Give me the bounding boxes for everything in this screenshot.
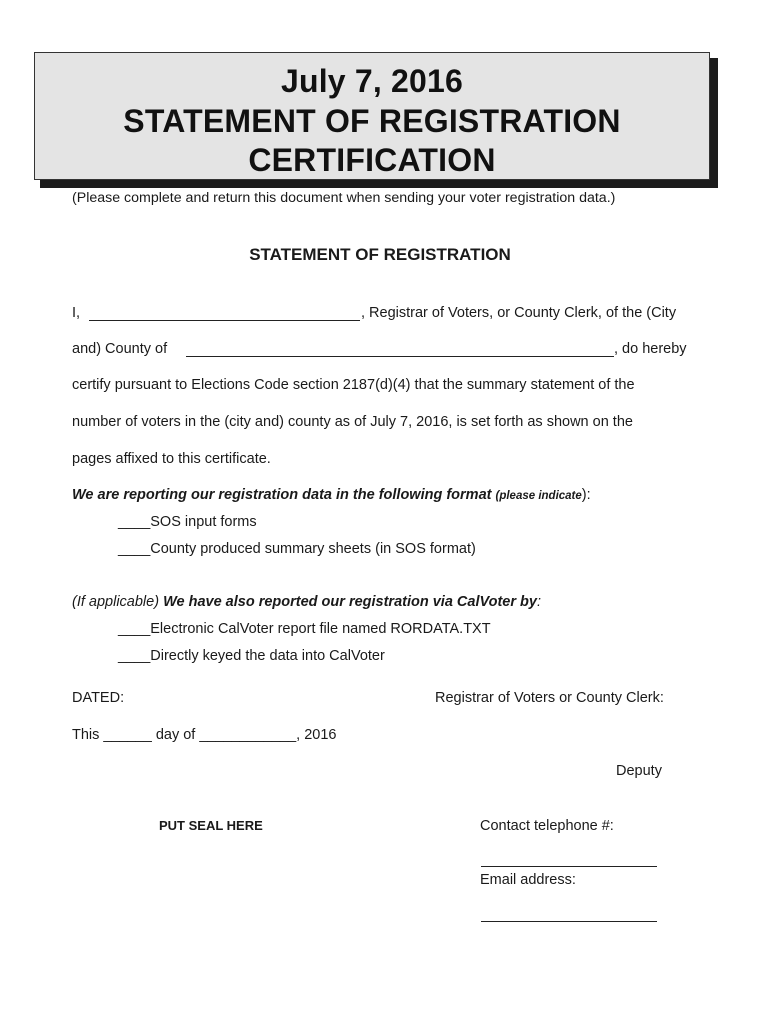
registrar-name-field[interactable] bbox=[89, 320, 360, 321]
calvoter-heading-italic: (If applicable) bbox=[72, 594, 160, 610]
contact-label: Contact telephone #: bbox=[480, 818, 614, 834]
instruction-text: (Please complete and return this document when sending your voter registration data.) bbox=[72, 190, 616, 206]
statement-line5: pages affixed to this certificate. bbox=[72, 451, 271, 467]
statement-line1-prefix: I, bbox=[72, 305, 81, 321]
header-subtitle: CERTIFICATION bbox=[248, 142, 496, 178]
header-box bbox=[34, 52, 710, 180]
statement-line1-suffix: , Registrar of Voters, or County Clerk, of the (City bbox=[361, 305, 677, 321]
header-title: STATEMENT OF REGISTRATION bbox=[123, 103, 621, 139]
format-option-sos-forms[interactable]: ____SOS input forms bbox=[118, 514, 257, 530]
statement-line2-suffix: , do hereby bbox=[614, 341, 687, 357]
statement-line4: number of voters in the (city and) county as of July 7, 2016, is set forth as shown on the bbox=[72, 414, 633, 430]
format-heading-bold: We are reporting our registration data in the following format bbox=[72, 487, 492, 503]
county-name-field[interactable] bbox=[186, 356, 614, 357]
this-day-line[interactable]: This ______ day of ____________, 2016 bbox=[72, 727, 337, 743]
header-date: July 7, 2016 bbox=[280, 63, 464, 99]
dated-label: DATED: bbox=[72, 690, 125, 706]
format-heading-small: (please indicate bbox=[495, 490, 582, 502]
calvoter-heading bbox=[72, 594, 541, 610]
statement-line2-prefix: and) County of bbox=[72, 341, 168, 357]
calvoter-option-keyed[interactable]: ____Directly keyed the data into CalVoter bbox=[118, 648, 385, 664]
calvoter-heading-bold: We have also reported our registration via CalVoter by bbox=[163, 594, 537, 610]
calvoter-option-electronic[interactable]: ____Electronic CalVoter report file named RORDATA.TXT bbox=[118, 621, 491, 637]
email-label: Email address: bbox=[480, 872, 576, 888]
email-field[interactable] bbox=[481, 921, 657, 922]
registrar-label: Registrar of Voters or County Clerk: bbox=[435, 690, 664, 706]
contact-phone-field[interactable] bbox=[481, 866, 657, 867]
format-heading bbox=[72, 487, 591, 503]
format-heading-end: ): bbox=[581, 487, 591, 503]
statement-line3: certify pursuant to Elections Code section 2187(d)(4) that the summary statement of the bbox=[72, 377, 635, 393]
seal-label: PUT SEAL HERE bbox=[159, 818, 263, 833]
deputy-label: Deputy bbox=[616, 763, 662, 779]
calvoter-heading-end: : bbox=[536, 594, 541, 610]
format-option-county-sheets[interactable]: ____County produced summary sheets (in SOS format) bbox=[118, 541, 476, 557]
section-title: STATEMENT OF REGISTRATION bbox=[249, 245, 511, 264]
